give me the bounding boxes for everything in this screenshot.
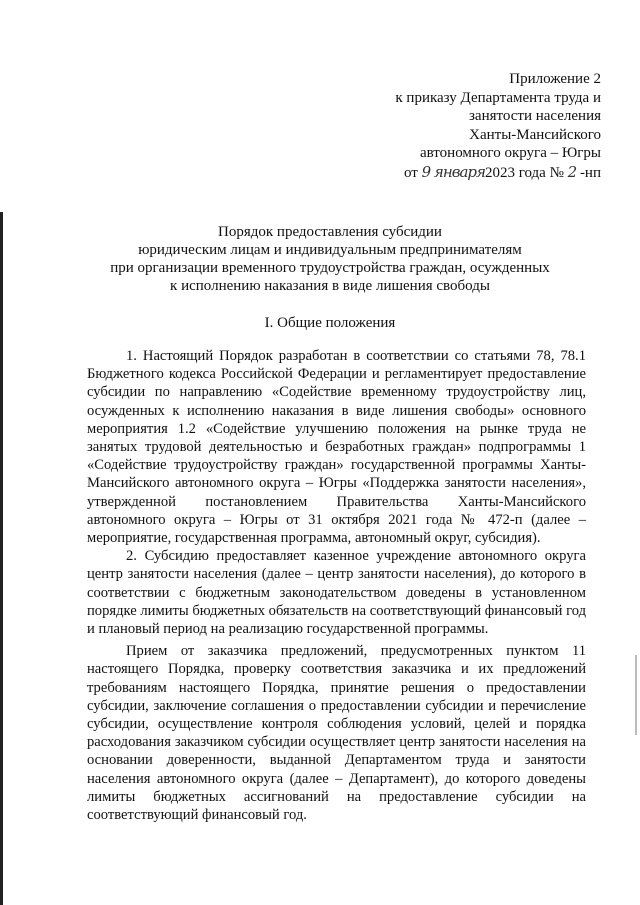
section-heading: I. Общие положения: [264, 315, 396, 331]
handwritten-date: 9 января: [421, 162, 485, 181]
title-line: Порядок предоставления субсидии: [218, 224, 442, 240]
paragraph: 1. Настоящий Порядок разработан в соответствии со статьями 78, 78.1 Бюджетного кодекса Российской Федерации и регламентирует предоставление субсидии по направлению «Содействие временному трудоустройству лиц, осужденных к исполнению наказания в виде лишения свободы» основного мероприятия 1.2 «Содействие улучшению положения на рынке труда не занятых трудовой деятельностью и безработных граждан» подпрограммы 1 «Содействие трудоустройству граждан» государственной программы Ханты-Мансийского автономного округа – Югры «Поддержка занятости населения», утвержденной постановлением Правительства Ханты-Мансийского автономного округа – Югры от 31 октября 2021 года № 472-п (далее – мероприятие, государственная программа, автономный округ, субсидия).: [87, 348, 586, 547]
scan-edge: [635, 655, 637, 735]
paragraph: Прием от заказчика предложений, предусмотренных пунктом 11 настоящего Порядка, проверку соответствия заказчика и их предложений требованиям настоящего Порядка, принятие решения о предоставлении субсидии, заключение соглашения о предоставлении субсидии и перечисление субсидии, осуществление контроля соблюдения условий, целей и порядка расходования заказчиком субсидии осуществляет центр занятости населения на основании доверенности, выданной Департаментом труда и занятости населения автономного округа (далее – Департамент), до которого доведены лимиты бюджетных ассигнований на предоставление субсидии на соответствующий финансовый год.: [87, 643, 586, 824]
handwritten-number: 2: [567, 162, 577, 181]
appendix-line: Ханты-Мансийского: [469, 126, 601, 143]
appendix-line: к приказу Департамента труда и: [395, 89, 601, 106]
appendix-line: Приложение 2: [509, 71, 601, 87]
body-text: [87, 347, 586, 824]
title-line: к исполнению наказания в виде лишения свободы: [170, 278, 490, 294]
date-year: 2023 года №: [484, 164, 564, 181]
number-suffix: -нп: [579, 164, 601, 181]
title-line: юридическим лицам и индивидуальным предпринимателям: [138, 242, 522, 258]
appendix-date-line: [395, 163, 601, 183]
date-prefix: от: [403, 164, 418, 181]
appendix-line: занятости населения: [468, 108, 601, 124]
paragraph: 2. Субсидию предоставляет казенное учреждение автономного округа центр занятости населения (далее – центр занятости населения), до которого в соответствии с бюджетным законодательством доведены в установленном порядке лимиты бюджетных обязательств на соответствующий финансовый год и плановый период на реализацию государственной программы.: [87, 548, 587, 638]
document-title: [80, 223, 580, 295]
title-line: при организации временного трудоустройства граждан, осужденных: [110, 260, 550, 276]
scan-edge: [0, 212, 3, 905]
appendix-line: автономного округа – Югры: [419, 145, 601, 161]
appendix-header: [395, 70, 601, 182]
